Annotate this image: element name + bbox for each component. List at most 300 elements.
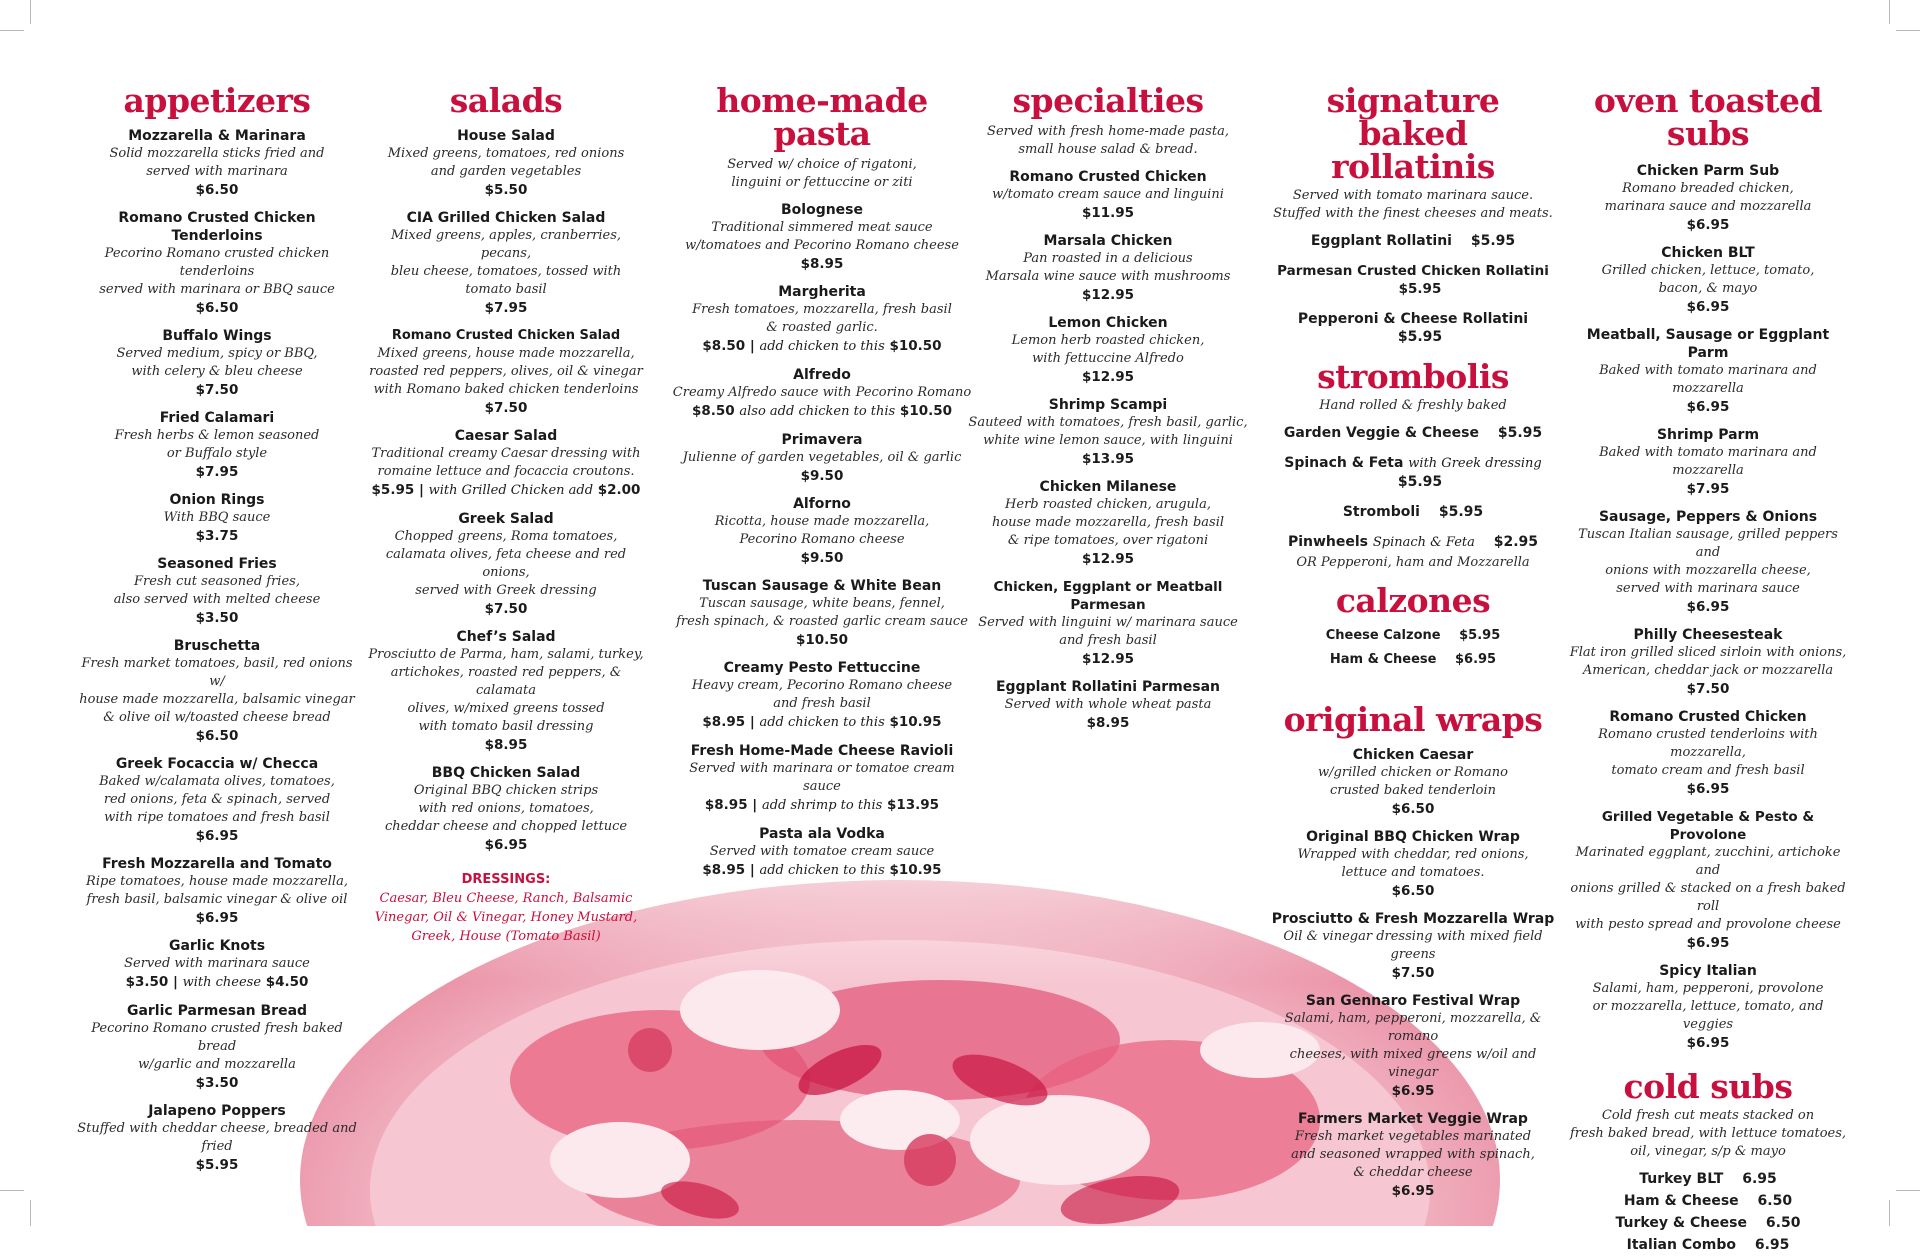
item-price: 6.50 [1765, 1215, 1801, 1231]
item-price: $6.95 [1686, 599, 1730, 615]
menu-item [1268, 262, 1558, 298]
section-title: home-made pasta [716, 81, 928, 153]
specialties-section [962, 81, 1254, 742]
section-title-line: rollatinis [1331, 147, 1495, 186]
item-name: Margherita [778, 284, 866, 300]
item-name: Garden Veggie & Cheese [1283, 425, 1479, 441]
item-name: Alfredo [793, 367, 851, 383]
item-desc: Traditional creamy Caesar dressing with romaine lettuce and focaccia croutons. [371, 446, 641, 479]
item-name: Chicken BLT [1661, 245, 1755, 261]
item-name: Chicken Parm Sub [1636, 163, 1780, 179]
menu-item [1568, 1170, 1848, 1188]
item-price: $8.95 [702, 714, 746, 730]
section-title [1268, 81, 1558, 186]
menu-item [672, 742, 972, 815]
item-price: $5.95 [1397, 329, 1443, 345]
menu-item [72, 491, 362, 545]
salads-section [365, 81, 647, 946]
item-name: Parmesan Crusted Chicken Rollatini [1277, 263, 1549, 279]
item-name: Stromboli [1342, 504, 1420, 520]
item-desc: Spinach & Feta [1372, 535, 1475, 550]
menu-item [72, 127, 362, 199]
item-desc: Mixed greens, tomatoes, red onions and garden vegetables [387, 146, 625, 179]
item-name: Fresh Home-Made Cheese Ravioli [690, 743, 954, 759]
item-desc: Traditional simmered meat sauce w/tomatoes and Pecorino Romano cheese [685, 220, 959, 253]
item-addon-price: $4.50 [265, 974, 309, 990]
item-price: $8.50 [702, 338, 746, 354]
item-desc: Tuscan sausage, white beans, fennel, fresh spinach, & roasted garlic cream sauce [676, 596, 968, 629]
menu-item [72, 637, 362, 745]
item-price: $7.95 [484, 300, 528, 316]
item-name: Alforno [793, 496, 851, 512]
item-price: $5.95 [1438, 504, 1484, 520]
item-desc: Pan roasted in a delicious Marsala wine sauce with mushrooms [985, 251, 1231, 284]
item-name: San Gennaro Festival Wrap [1305, 993, 1521, 1009]
crop-mark [0, 30, 24, 31]
item-desc: Stuffed with cheddar cheese, breaded and fried [77, 1121, 357, 1154]
item-desc: Julienne of garden vegetables, oil & garlic [682, 450, 962, 465]
item-priceline [672, 861, 972, 880]
item-price: $8.95 [704, 797, 748, 813]
item-desc: Pecorino Romano crusted fresh baked bread w/garlic and mozzarella [91, 1021, 343, 1072]
item-name: Shrimp Scampi [1048, 397, 1168, 413]
item-price: $8.95 [702, 862, 746, 878]
item-name: Sausage, Peppers & Onions [1598, 509, 1818, 525]
menu-item [1568, 326, 1848, 416]
item-addon-price: $10.50 [889, 338, 942, 354]
item-desc: w/tomato cream sauce and linguini [992, 187, 1224, 202]
section-title: original wraps [1283, 700, 1543, 739]
crop-mark [1896, 30, 1920, 31]
item-addon: also add chicken to this [739, 404, 896, 419]
item-name: Eggplant Rollatini [1310, 233, 1452, 249]
item-price: $8.95 [800, 256, 844, 272]
menu-item [72, 855, 362, 927]
item-name: Ham & Cheese [1623, 1193, 1739, 1209]
item-name: Jalapeno Poppers [148, 1103, 286, 1119]
menu-item [365, 764, 647, 854]
menu-item [1568, 426, 1848, 498]
item-price: $9.50 [800, 468, 844, 484]
menu-item [962, 314, 1254, 386]
item-name: Onion Rings [169, 492, 265, 508]
menu-item [72, 409, 362, 481]
menu-item [365, 209, 647, 317]
item-name: Ham & Cheese [1329, 652, 1437, 667]
item-name: Spicy Italian [1659, 963, 1757, 979]
item-desc: Salami, ham, pepperoni, provolone or mozzarella, lettuce, tomato, and veggies [1592, 981, 1824, 1032]
item-price: $5.95 [1470, 233, 1516, 249]
item-price: $3.50 [195, 610, 239, 626]
menu-item [1568, 808, 1848, 952]
item-desc: Served medium, spicy or BBQ, with celery & bleu cheese [116, 346, 318, 379]
item-desc: Herb roasted chicken, arugula, house made mozzarella, fresh basil & ripe tomatoes, over rigatoni [991, 497, 1225, 548]
item-desc: Sauteed with tomatoes, fresh basil, garlic, white wine lemon sauce, with linguini [968, 415, 1248, 448]
item-desc: Ricotta, house made mozzarella, Pecorino Romano cheese [714, 514, 930, 547]
price-separator: | [418, 482, 424, 498]
menu-item [1268, 627, 1558, 645]
item-desc: Baked with tomato marinara and mozzarella [1599, 445, 1817, 478]
item-desc: Chopped greens, Roma tomatoes, calamata olives, feta cheese and red onions, served with Greek dressing [385, 529, 627, 598]
item-name: Primavera [781, 432, 863, 448]
item-price: $12.95 [1081, 287, 1135, 303]
item-name: Greek Focaccia w/ Checca [115, 756, 319, 772]
item-price: 6.50 [1757, 1193, 1793, 1209]
item-price: $8.50 [691, 403, 735, 419]
item-price: $5.50 [484, 182, 528, 198]
menu-item [365, 127, 647, 199]
item-desc: Ripe tomatoes, house made mozzarella, fresh basil, balsamic vinegar & olive oil [86, 874, 348, 907]
item-name: Eggplant Rollatini Parmesan [995, 679, 1221, 695]
crop-mark [0, 1190, 24, 1191]
item-priceline [672, 713, 972, 732]
item-price: $5.95 [195, 1157, 239, 1173]
section-title: strombolis [1317, 357, 1509, 396]
item-price: $6.95 [1391, 1083, 1435, 1099]
item-price: $6.95 [1686, 781, 1730, 797]
item-price: $6.95 [1391, 1183, 1435, 1199]
item-price: 6.95 [1754, 1237, 1790, 1253]
item-price: $6.95 [1686, 1035, 1730, 1051]
menu-item [1268, 651, 1558, 669]
item-priceline [72, 973, 362, 992]
item-desc: Baked w/calamata olives, tomatoes, red onions, feta & spinach, served with ripe tomatoes and fresh basil [99, 774, 335, 825]
menu-item [72, 555, 362, 627]
item-price: $6.50 [1391, 801, 1435, 817]
item-price: $6.95 [1454, 652, 1497, 667]
item-priceline [672, 337, 972, 356]
price-separator: | [172, 974, 178, 990]
item-desc: Salami, ham, pepperoni, mozzarella, & romano cheeses, with mixed greens w/oil and vinegar [1284, 1011, 1542, 1080]
item-price: $6.95 [195, 828, 239, 844]
item-price: $6.95 [1686, 217, 1730, 233]
menu-item [962, 168, 1254, 222]
menu-item [365, 327, 647, 417]
menu-item [72, 209, 362, 317]
section-title [1568, 81, 1848, 153]
item-name: Turkey BLT [1639, 1171, 1724, 1187]
item-desc: Oil & vinegar dressing with mixed field greens [1283, 929, 1543, 962]
item-addon-price: $10.50 [899, 403, 953, 419]
item-name: Marsala Chicken [1043, 233, 1173, 249]
menu-item [672, 659, 972, 732]
item-name: Tuscan Sausage & White Bean [702, 578, 942, 594]
item-price: $8.95 [1086, 715, 1130, 731]
item-price: $6.50 [195, 728, 239, 744]
section-title-line: signature baked [1326, 81, 1500, 153]
item-price: $3.50 [125, 974, 169, 990]
menu-item [1568, 626, 1848, 698]
menu-item [962, 678, 1254, 732]
item-desc: Pecorino Romano crusted chicken tenderloins served with marinara or BBQ sauce [99, 246, 335, 297]
crop-mark [30, 1200, 31, 1226]
price-separator: | [752, 797, 758, 813]
item-name: Bolognese [780, 202, 864, 218]
crop-mark [30, 0, 31, 24]
item-desc: Served with tomatoe cream sauce [709, 844, 935, 859]
item-desc: Flat iron grilled sliced sirloin with onions, American, cheddar jack or mozzarella [1569, 645, 1847, 678]
item-price: $12.95 [1081, 369, 1135, 385]
item-name: CIA Grilled Chicken Salad [406, 210, 606, 226]
menu-item [72, 937, 362, 992]
item-desc: Baked with tomato marinara and mozzarella [1599, 363, 1817, 396]
item-desc: Mixed greens, apples, cranberries, pecans, bleu cheese, tomatoes, tossed with tomato basil [390, 228, 622, 297]
item-price: $2.95 [1493, 534, 1539, 550]
item-name: Prosciutto & Fresh Mozzarella Wrap [1271, 911, 1555, 927]
item-addon: with Grilled Chicken add [428, 483, 594, 498]
item-price: 6.95 [1742, 1171, 1777, 1187]
item-price: $7.50 [195, 382, 239, 398]
item-price: $6.50 [1391, 883, 1435, 899]
item-name: Chicken, Eggplant or Meatball Parmesan [993, 579, 1223, 613]
appetizers-section [72, 81, 362, 1184]
item-desc: OR Pepperoni, ham and Mozzarella [1296, 555, 1530, 570]
item-name: Fried Calamari [159, 410, 275, 426]
item-name: Romano Crusted Chicken [1609, 709, 1807, 725]
item-addon-price: $10.95 [889, 862, 942, 878]
item-name: Lemon Chicken [1048, 315, 1168, 331]
item-priceline [672, 402, 972, 421]
menu-item [365, 628, 647, 754]
menu-item [672, 201, 972, 273]
crop-mark [1889, 0, 1890, 24]
section-desc: Served with tomato marinara sauce. Stuffed with the finest cheeses and meats. [1273, 188, 1553, 221]
item-desc: Served with whole wheat pasta [1004, 697, 1212, 712]
menu-item [1568, 1214, 1848, 1232]
menu-item [1268, 454, 1558, 491]
section-title-line: oven toasted [1593, 81, 1823, 120]
item-name: Original BBQ Chicken Wrap [1306, 829, 1520, 845]
item-desc: Prosciutto de Parma, ham, salami, turkey, artichokes, roasted red peppers, & calamata olives, w/mixed greens tossed with tomato basil dressing [368, 647, 644, 734]
item-desc: Original BBQ chicken strips with red onions, tomatoes, cheddar cheese and chopped lettuce [384, 783, 628, 834]
item-price: $8.95 [484, 737, 528, 753]
item-desc: Fresh herbs & lemon seasoned or Buffalo style [114, 428, 320, 461]
item-name: Philly Cheesesteak [1633, 627, 1783, 643]
item-price: $6.50 [195, 182, 239, 198]
section-desc: Cold fresh cut meats stacked on fresh baked bread, with lettuce tomatoes, oil, vinegar, s/p & mayo [1569, 1108, 1847, 1159]
item-price: $6.50 [195, 300, 239, 316]
item-price: $10.50 [795, 632, 849, 648]
item-price: $5.95 [1497, 425, 1543, 441]
item-desc: Creamy Alfredo sauce with Pecorino Romano [672, 385, 972, 400]
item-addon: with cheese [182, 975, 262, 990]
item-price: $6.95 [195, 910, 239, 926]
item-name: Fresh Mozzarella and Tomato [102, 856, 332, 872]
item-price: $6.95 [484, 837, 528, 853]
item-name: Cheese Calzone [1325, 628, 1441, 643]
item-price: $7.50 [484, 400, 528, 416]
menu-item [1568, 1236, 1848, 1254]
section-desc: Hand rolled & freshly baked [1319, 398, 1507, 413]
menu-item [672, 825, 972, 880]
rollatinis-section [1268, 81, 1558, 1210]
menu-item [1268, 992, 1558, 1100]
item-name: Chicken Caesar [1352, 747, 1474, 763]
item-name: Shrimp Parm [1656, 427, 1760, 443]
menu-item [672, 431, 972, 485]
menu-item [1568, 708, 1848, 798]
item-addon: add shrimp to this [761, 798, 883, 813]
item-desc: Served with marinara sauce [124, 956, 310, 971]
item-addon-price: $10.95 [889, 714, 942, 730]
item-desc: Solid mozzarella sticks fried and served with marinara [109, 146, 325, 179]
item-price: $12.95 [1081, 651, 1135, 667]
item-desc: With BBQ sauce [163, 510, 271, 525]
item-name: Creamy Pesto Fettuccine [723, 660, 921, 676]
item-name: Chef’s Salad [456, 629, 556, 645]
item-price: $7.95 [1686, 481, 1730, 497]
menu-item [962, 478, 1254, 568]
item-desc: Tuscan Italian sausage, grilled peppers and onions with mozzarella cheese, served with marinara sauce [1578, 527, 1838, 596]
item-name: Grilled Vegetable & Pesto & Provolone [1601, 809, 1815, 843]
item-name: Mozzarella & Marinara [128, 128, 306, 144]
menu-item [1568, 962, 1848, 1052]
menu-item [365, 427, 647, 500]
item-desc: Marinated eggplant, zucchini, artichoke and onions grilled & stacked on a fresh baked roll with pesto spread and provolone cheese [1570, 845, 1846, 932]
menu-item [672, 495, 972, 567]
item-price: $9.50 [800, 550, 844, 566]
item-addon-price: $13.95 [886, 797, 940, 813]
menu-item [72, 1102, 362, 1174]
menu-item [365, 510, 647, 618]
item-price: $6.95 [1686, 399, 1730, 415]
item-desc: Mixed greens, house made mozzarella, roasted red peppers, olives, oil & vinegar with Romano baked chicken tenderloins [369, 346, 643, 397]
item-name: Meatball, Sausage or Eggplant Parm [1586, 327, 1830, 361]
item-price: $6.95 [1686, 299, 1730, 315]
item-desc: Served with marinara or tomatoe cream sauce [689, 761, 955, 794]
item-price: $3.75 [195, 528, 239, 544]
item-desc: Grilled chicken, lettuce, tomato, bacon, & mayo [1601, 263, 1815, 296]
section-title: cold subs [1623, 1067, 1793, 1106]
price-separator: | [749, 714, 755, 730]
item-name: Italian Combo [1626, 1237, 1736, 1253]
item-name: Bruschetta [173, 638, 261, 654]
item-price: $6.95 [1686, 935, 1730, 951]
item-price: $12.95 [1081, 551, 1135, 567]
item-name: Pasta ala Vodka [759, 826, 885, 842]
menu-item [72, 755, 362, 845]
item-desc: Romano crusted tenderloins with mozzarella, tomato cream and fresh basil [1598, 727, 1818, 778]
item-price: $5.95 [371, 482, 415, 498]
menu-item [1268, 424, 1558, 442]
price-separator: | [749, 862, 755, 878]
item-name: Pepperoni & Cheese Rollatini [1297, 311, 1529, 327]
menu-item [672, 366, 972, 421]
crop-mark [1889, 1200, 1890, 1226]
menu-item [1568, 508, 1848, 616]
item-priceline [672, 796, 972, 815]
item-name: Pinwheels [1287, 534, 1369, 550]
menu-item [1268, 232, 1558, 250]
item-desc: Lemon herb roasted chicken, with fettuccine Alfredo [1011, 333, 1205, 366]
item-price: $7.50 [1686, 681, 1730, 697]
item-addon-price: $2.00 [597, 482, 641, 498]
item-price: $13.95 [1081, 451, 1135, 467]
menu-item [1268, 310, 1558, 346]
item-desc: Heavy cream, Pecorino Romano cheese and fresh basil [691, 678, 953, 711]
crop-mark [1896, 1190, 1920, 1191]
menu-item [672, 283, 972, 356]
item-name: Romano Crusted Chicken [1009, 169, 1207, 185]
menu-item [1568, 1192, 1848, 1210]
menu-item [1268, 533, 1558, 552]
item-desc: Fresh market vegetables marinated and seasoned wrapped with spinach, & cheddar cheese [1291, 1129, 1535, 1180]
menu-item [962, 578, 1254, 668]
dressings-title: DRESSINGS: [461, 872, 551, 887]
item-name: Romano Crusted Chicken Salad [391, 328, 621, 343]
section-title: calzones [1335, 581, 1491, 620]
menu-item [1268, 503, 1558, 521]
item-price: $3.50 [195, 1075, 239, 1091]
section-title-line: subs [1666, 114, 1750, 153]
item-desc: Romano breaded chicken, marinara sauce and mozzarella [1604, 181, 1812, 214]
menu-item [1568, 244, 1848, 316]
menu-item [962, 396, 1254, 468]
section-desc: Served with fresh home-made pasta, small house salad & bread. [987, 124, 1229, 157]
item-name: Garlic Parmesan Bread [126, 1003, 308, 1019]
section-title: salads [449, 81, 563, 120]
item-price: $11.95 [1081, 205, 1135, 221]
item-name: Caesar Salad [454, 428, 558, 444]
section-desc: Served w/ choice of rigatoni, linguini or fettuccine or ziti [727, 157, 917, 190]
item-price: $5.95 [1459, 628, 1501, 643]
item-desc: w/grilled chicken or Romano crusted baked tenderloin [1318, 765, 1508, 798]
item-name: Romano Crusted Chicken Tenderloins [118, 210, 316, 244]
item-price: $5.95 [1397, 474, 1443, 490]
item-desc: Served with linguini w/ marinara sauce and fresh basil [978, 615, 1238, 648]
item-name: Chicken Milanese [1039, 479, 1177, 495]
subs-section [1568, 81, 1848, 1258]
menu-item [1268, 828, 1558, 900]
menu-item [1268, 1110, 1558, 1200]
item-price: $7.50 [1391, 965, 1435, 981]
item-price: $5.95 [1398, 281, 1442, 297]
item-name: House Salad [457, 128, 555, 144]
item-name: Greek Salad [458, 511, 554, 527]
item-desc: Fresh market tomatoes, basil, red onions w/ house made mozzarella, balsamic vinegar & olive oil w/toasted cheese bread [79, 656, 355, 725]
pasta-section [672, 81, 972, 890]
item-name: BBQ Chicken Salad [431, 765, 581, 781]
item-price: $7.95 [195, 464, 239, 480]
menu-item [72, 327, 362, 399]
menu-item [1268, 910, 1558, 982]
section-title: appetizers [123, 81, 311, 120]
item-desc: Fresh cut seasoned fries, also served with melted cheese [113, 574, 321, 607]
item-name: Buffalo Wings [162, 328, 272, 344]
item-name: Garlic Knots [168, 938, 266, 954]
item-name: Turkey & Cheese [1615, 1215, 1748, 1231]
item-name: Spinach & Feta [1284, 455, 1404, 471]
item-name: Seasoned Fries [157, 556, 277, 572]
menu-item [962, 232, 1254, 304]
item-desc: Fresh tomatoes, mozzarella, fresh basil & roasted garlic. [692, 302, 952, 335]
menu-item [1268, 746, 1558, 818]
dressings-list: Caesar, Bleu Cheese, Ranch, Balsamic Vinegar, Oil & Vinegar, Honey Mustard, Greek, House (Tomato Basil) [374, 891, 638, 944]
item-priceline [365, 481, 647, 500]
item-desc: with Greek dressing [1408, 456, 1542, 471]
item-addon: add chicken to this [759, 863, 885, 878]
item-price: $7.50 [484, 601, 528, 617]
item-name: Farmers Market Veggie Wrap [1298, 1111, 1528, 1127]
menu-item [672, 577, 972, 649]
item-addon: add chicken to this [759, 339, 885, 354]
item-desc: Wrapped with cheddar, red onions, lettuce and tomatoes. [1297, 847, 1529, 880]
item-addon: add chicken to this [759, 715, 885, 730]
menu-item [72, 1002, 362, 1092]
section-title: specialties [1012, 81, 1204, 120]
menu-item [1568, 162, 1848, 234]
price-separator: | [749, 338, 755, 354]
